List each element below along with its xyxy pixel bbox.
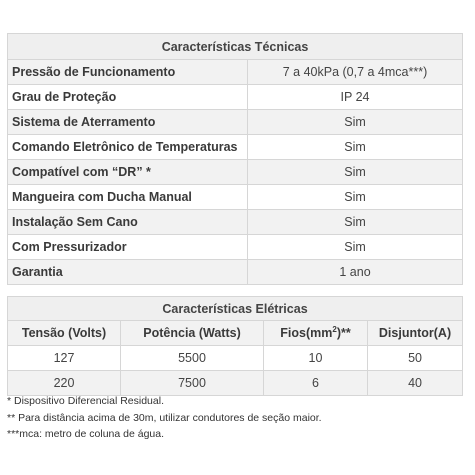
table-row: [8, 371, 463, 396]
spec-label: Compatível com “DR” *: [8, 160, 248, 185]
column-header-tensao: Tensão (Volts): [8, 321, 121, 346]
electrical-specs-table: [7, 296, 463, 396]
spec-value: Sim: [248, 135, 463, 160]
fios-superscript: 2: [332, 325, 337, 335]
fios-suffix: )**: [336, 326, 351, 341]
spec-label: Comando Eletrônico de Temperaturas: [8, 135, 248, 160]
disjuntor-cell: 40: [368, 371, 463, 396]
spec-value: IP 24: [248, 85, 463, 110]
potencia-cell: 5500: [121, 346, 264, 371]
column-header-fios: [264, 321, 368, 346]
spec-label: Garantia: [8, 260, 248, 285]
column-header-potencia: Potência (Watts): [121, 321, 264, 346]
table-row: [8, 260, 463, 285]
technical-specs-header: [8, 34, 463, 60]
spec-label: Instalação Sem Cano: [8, 210, 248, 235]
spec-label: Pressão de Funcionamento: [8, 60, 248, 85]
footnote-dr: * Dispositivo Diferencial Residual.: [7, 395, 164, 407]
spec-value: Sim: [248, 110, 463, 135]
technical-specs-title: Características Técnicas: [8, 34, 463, 60]
potencia-cell: 7500: [121, 371, 264, 396]
spec-value: Sim: [248, 185, 463, 210]
spec-value: Sim: [248, 160, 463, 185]
fios-cell: 6: [264, 371, 368, 396]
table-row: [8, 60, 463, 85]
spec-label: Sistema de Aterramento: [8, 110, 248, 135]
spec-label: Mangueira com Ducha Manual: [8, 185, 248, 210]
tensao-cell: 220: [8, 371, 121, 396]
electrical-specs-title: Características Elétricas: [8, 297, 463, 321]
fios-label: Fios(mm: [280, 326, 333, 341]
electrical-specs-header: [8, 297, 463, 321]
table-row: [8, 346, 463, 371]
table-row: [8, 160, 463, 185]
column-header-disjuntor: Disjuntor(A): [368, 321, 463, 346]
table-row: [8, 110, 463, 135]
spec-value: 7 a 40kPa (0,7 a 4mca***): [248, 60, 463, 85]
table-row: [8, 185, 463, 210]
table-row: [8, 135, 463, 160]
table-row: [8, 235, 463, 260]
table-row: [8, 210, 463, 235]
disjuntor-cell: 50: [368, 346, 463, 371]
footnotes: [7, 393, 322, 443]
spec-label: Com Pressurizador: [8, 235, 248, 260]
fios-cell: 10: [264, 346, 368, 371]
spec-value: Sim: [248, 210, 463, 235]
table-row: [8, 85, 463, 110]
footnote-distance: ** Para distância acima de 30m, utilizar condutores de seção maior.: [7, 411, 322, 424]
spec-value: Sim: [248, 235, 463, 260]
spec-value: 1 ano: [248, 260, 463, 285]
spec-label: Grau de Proteção: [8, 85, 248, 110]
column-headers: [8, 321, 463, 346]
tensao-cell: 127: [8, 346, 121, 371]
technical-specs-table: [7, 33, 463, 285]
footnote-mca: ***mca: metro de coluna de água.: [7, 428, 165, 440]
